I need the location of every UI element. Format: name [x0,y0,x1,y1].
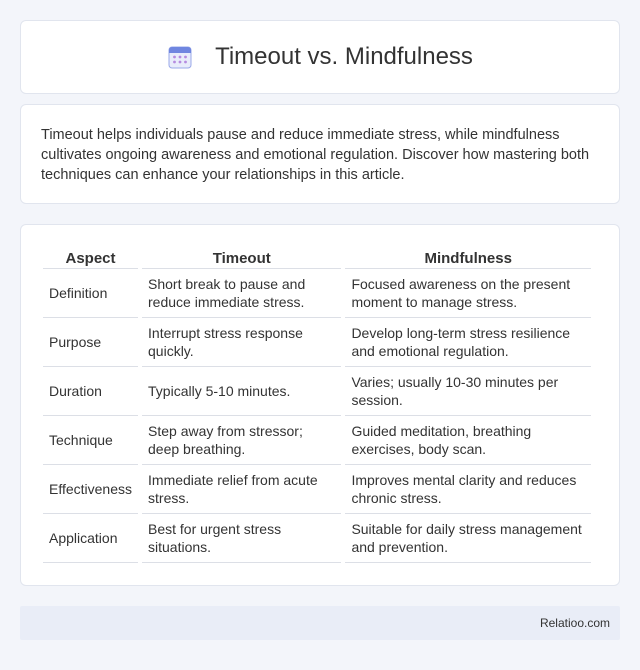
row-aspect-cell: Effectiveness [43,465,138,514]
column-header-aspect: Aspect [43,245,138,269]
row-mindfulness-cell: Focused awareness on the present moment to manage stress. [345,269,591,318]
footer [20,606,620,640]
page-title: Timeout vs. Mindfulness [215,43,473,70]
intro-card [20,104,620,204]
row-mindfulness-cell: Suitable for daily stress management and prevention. [345,514,591,563]
row-timeout-cell: Typically 5-10 minutes. [142,367,341,416]
table-row [43,367,591,416]
row-timeout-cell: Step away from stressor; deep breathing. [142,416,341,465]
table-row [43,318,591,367]
row-aspect-cell: Definition [43,269,138,318]
row-aspect-cell: Application [43,514,138,563]
table-row [43,514,591,563]
row-aspect-cell: Purpose [43,318,138,367]
table-header-row [43,245,591,269]
calendar-icon [167,44,193,70]
row-mindfulness-cell: Varies; usually 10-30 minutes per session. [345,367,591,416]
row-timeout-cell: Interrupt stress response quickly. [142,318,341,367]
column-header-mindfulness: Mindfulness [345,245,591,269]
row-mindfulness-cell: Guided meditation, breathing exercises, body scan. [345,416,591,465]
row-aspect-cell: Technique [43,416,138,465]
comparison-table [39,245,595,563]
intro-text: Timeout helps individuals pause and reduce immediate stress, while mindfulness cultivates ongoing awareness and emotional regulation. Discover how mastering both techniques can enhance your relationships in this article. [41,127,590,183]
row-timeout-cell: Best for urgent stress situations. [142,514,341,563]
title-card [20,20,620,94]
row-mindfulness-cell: Improves mental clarity and reduces chronic stress. [345,465,591,514]
row-aspect-cell: Duration [43,367,138,416]
row-mindfulness-cell: Develop long-term stress resilience and emotional regulation. [345,318,591,367]
table-row [43,416,591,465]
footer-site-link[interactable]: Relatioo.com [539,616,610,630]
row-timeout-cell: Immediate relief from acute stress. [142,465,341,514]
row-timeout-cell: Short break to pause and reduce immediate stress. [142,269,341,318]
table-row [43,269,591,318]
table-card [20,224,620,586]
column-header-timeout: Timeout [142,245,341,269]
table-row [43,465,591,514]
